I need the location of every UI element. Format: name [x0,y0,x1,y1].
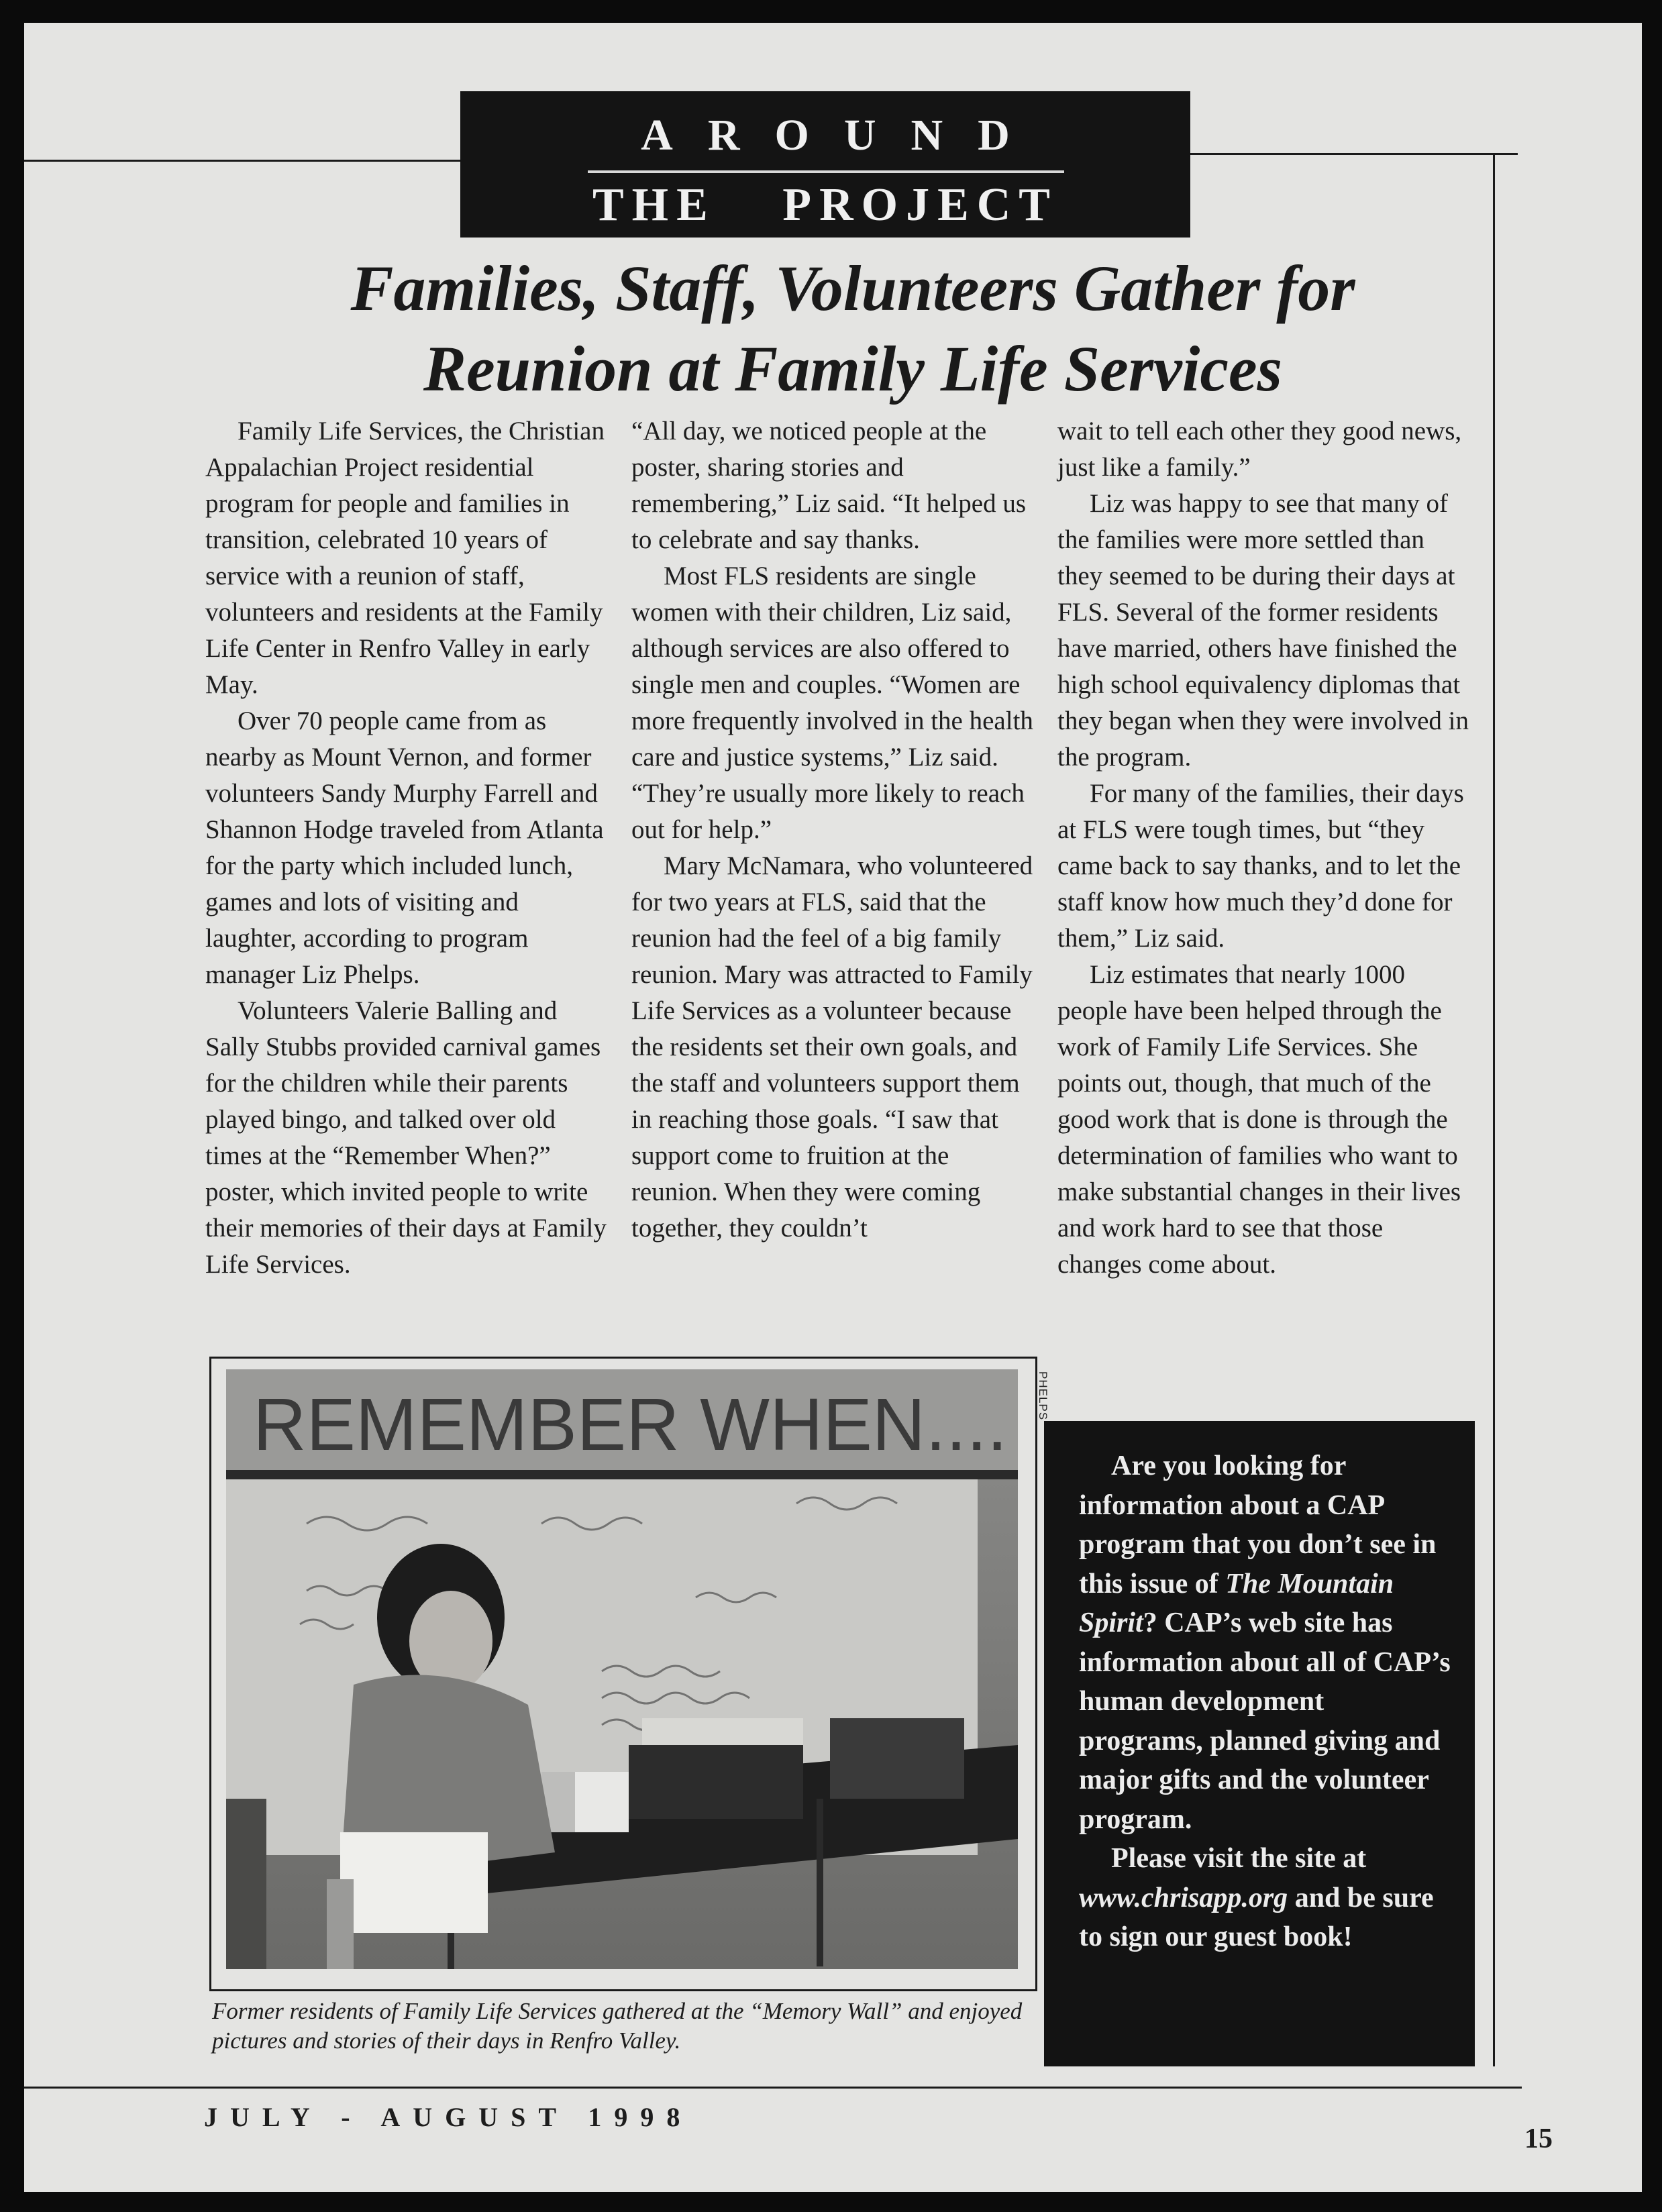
reunion-photo [226,1369,1018,1969]
paragraph: Mary McNamara, who volunteered for two years at FLS, said that the reunion had the feel of a big family reunion. Mary was attracted to Family Life Services as a volunteer because the residents set their own goals, and the staff and volunteers support them in reaching those goals. “I saw that support come to fruition at the reunion. When they were coming together, they couldn’t [631,851,1033,1243]
sidebar-text [1079,1446,1455,1957]
paragraph: Over 70 people came from as nearby as Mount Vernon, and former volunteers Sandy Murphy Farrell and Shannon Hodge traveled from Atlanta for the party which included lunch, games and lots of visiting and laughter, according to program manager Liz Phelps. [205,706,604,989]
headline-line-1: Families, Staff, Volunteers Gather for [350,252,1355,324]
magazine-title: The Mountain Spirit [1079,1568,1394,1638]
sidebar-text-b: ? CAP’s web site has information about all of CAP’s human development programs, planned giving and major gifts and the volunteer program. [1079,1608,1451,1835]
article-column-2 [631,413,1041,1247]
banner-line-around: AROUND [641,111,1045,160]
photo-credit: PHELPS [1037,1371,1049,1421]
photo-frame [209,1357,1037,1991]
photo-caption: Former residents of Family Life Services gathered at the “Memory Wall” and enjoyed pictures and stories of their days in Renfro Valley. [212,1998,1023,2054]
magazine-page [24,23,1642,2192]
top-rule-right [1190,153,1518,155]
right-frame-rule [1493,153,1495,2066]
article-column-3 [1057,413,1473,1283]
web-site-sidebar [1044,1421,1475,2066]
paragraph: “All day, we noticed people at the poster, sharing stories and remembering,” Liz said. “It helped us to celebrate and say thanks. [631,417,1027,554]
paragraph: Liz was happy to see that many of the families were more settled than they seemed to be during their days at FLS. Several of the former residents have married, others have finished the high school equivalency diplomas that they began when they were involved in the program. [1057,489,1469,772]
sidebar-text-d: and be sure to sign our guest book! [1079,1882,1434,1952]
web-site-url[interactable]: www.chrisapp.org [1079,1882,1288,1913]
issue-date: JULY - AUGUST 1998 [204,2102,693,2132]
paragraph: wait to tell each other they good news, just like a family.” [1057,417,1462,482]
paragraph: For many of the families, their days at FLS were tough times, but “they came back to say thanks, and to let the staff know how much they’d done for them,” Liz said. [1057,779,1464,953]
bottom-rule [24,2087,1522,2089]
paragraph: Family Life Services, the Christian Appalachian Project residential program for people and families in transition, celebrated 10 years of service with a reunion of staff, volunteers and residents at the Family Life Center in Renfro Valley in early May. [205,417,605,699]
article-column-1 [205,413,615,1283]
sidebar-paragraph-2 [1079,1839,1455,1957]
photo-illustration [226,1369,1018,1969]
sidebar-text-c: Please visit the site at [1111,1843,1367,1874]
paragraph: Liz estimates that nearly 1000 people have been helped through the work of Family Life Services. She points out, though, that much of the good work that is done is through the determination of families who want to make substantial changes in their lives and work hard to see that those changes come about. [1057,960,1461,1279]
page-number: 15 [1524,2123,1553,2154]
top-rule-left [24,160,460,162]
headline-line-2: Reunion at Family Life Services [423,333,1282,405]
paragraph: Volunteers Valerie Balling and Sally Stubbs provided carnival games for the children while their parents played bingo, and talked over old times at the “Remember When?” poster, which invited people to write their memories of their days at Family Life Services. [205,996,607,1279]
banner-divider [588,170,1064,173]
section-banner [460,91,1190,238]
paragraph: Most FLS residents are single women with their children, Liz said, although services are also offered to single men and couples. “Women are more frequently involved in the health care and justice systems,” Liz said. “They’re usually more likely to reach out for help.” [631,562,1033,844]
poster-banner-text: REMEMBER WHEN.... [253,1383,1008,1466]
sidebar-paragraph-1 [1079,1446,1455,1839]
sidebar-text-a: Are you looking for information about a CAP program that you don’t see in this issue of [1079,1451,1437,1599]
banner-line-the-project: THE PROJECT [592,179,1059,231]
